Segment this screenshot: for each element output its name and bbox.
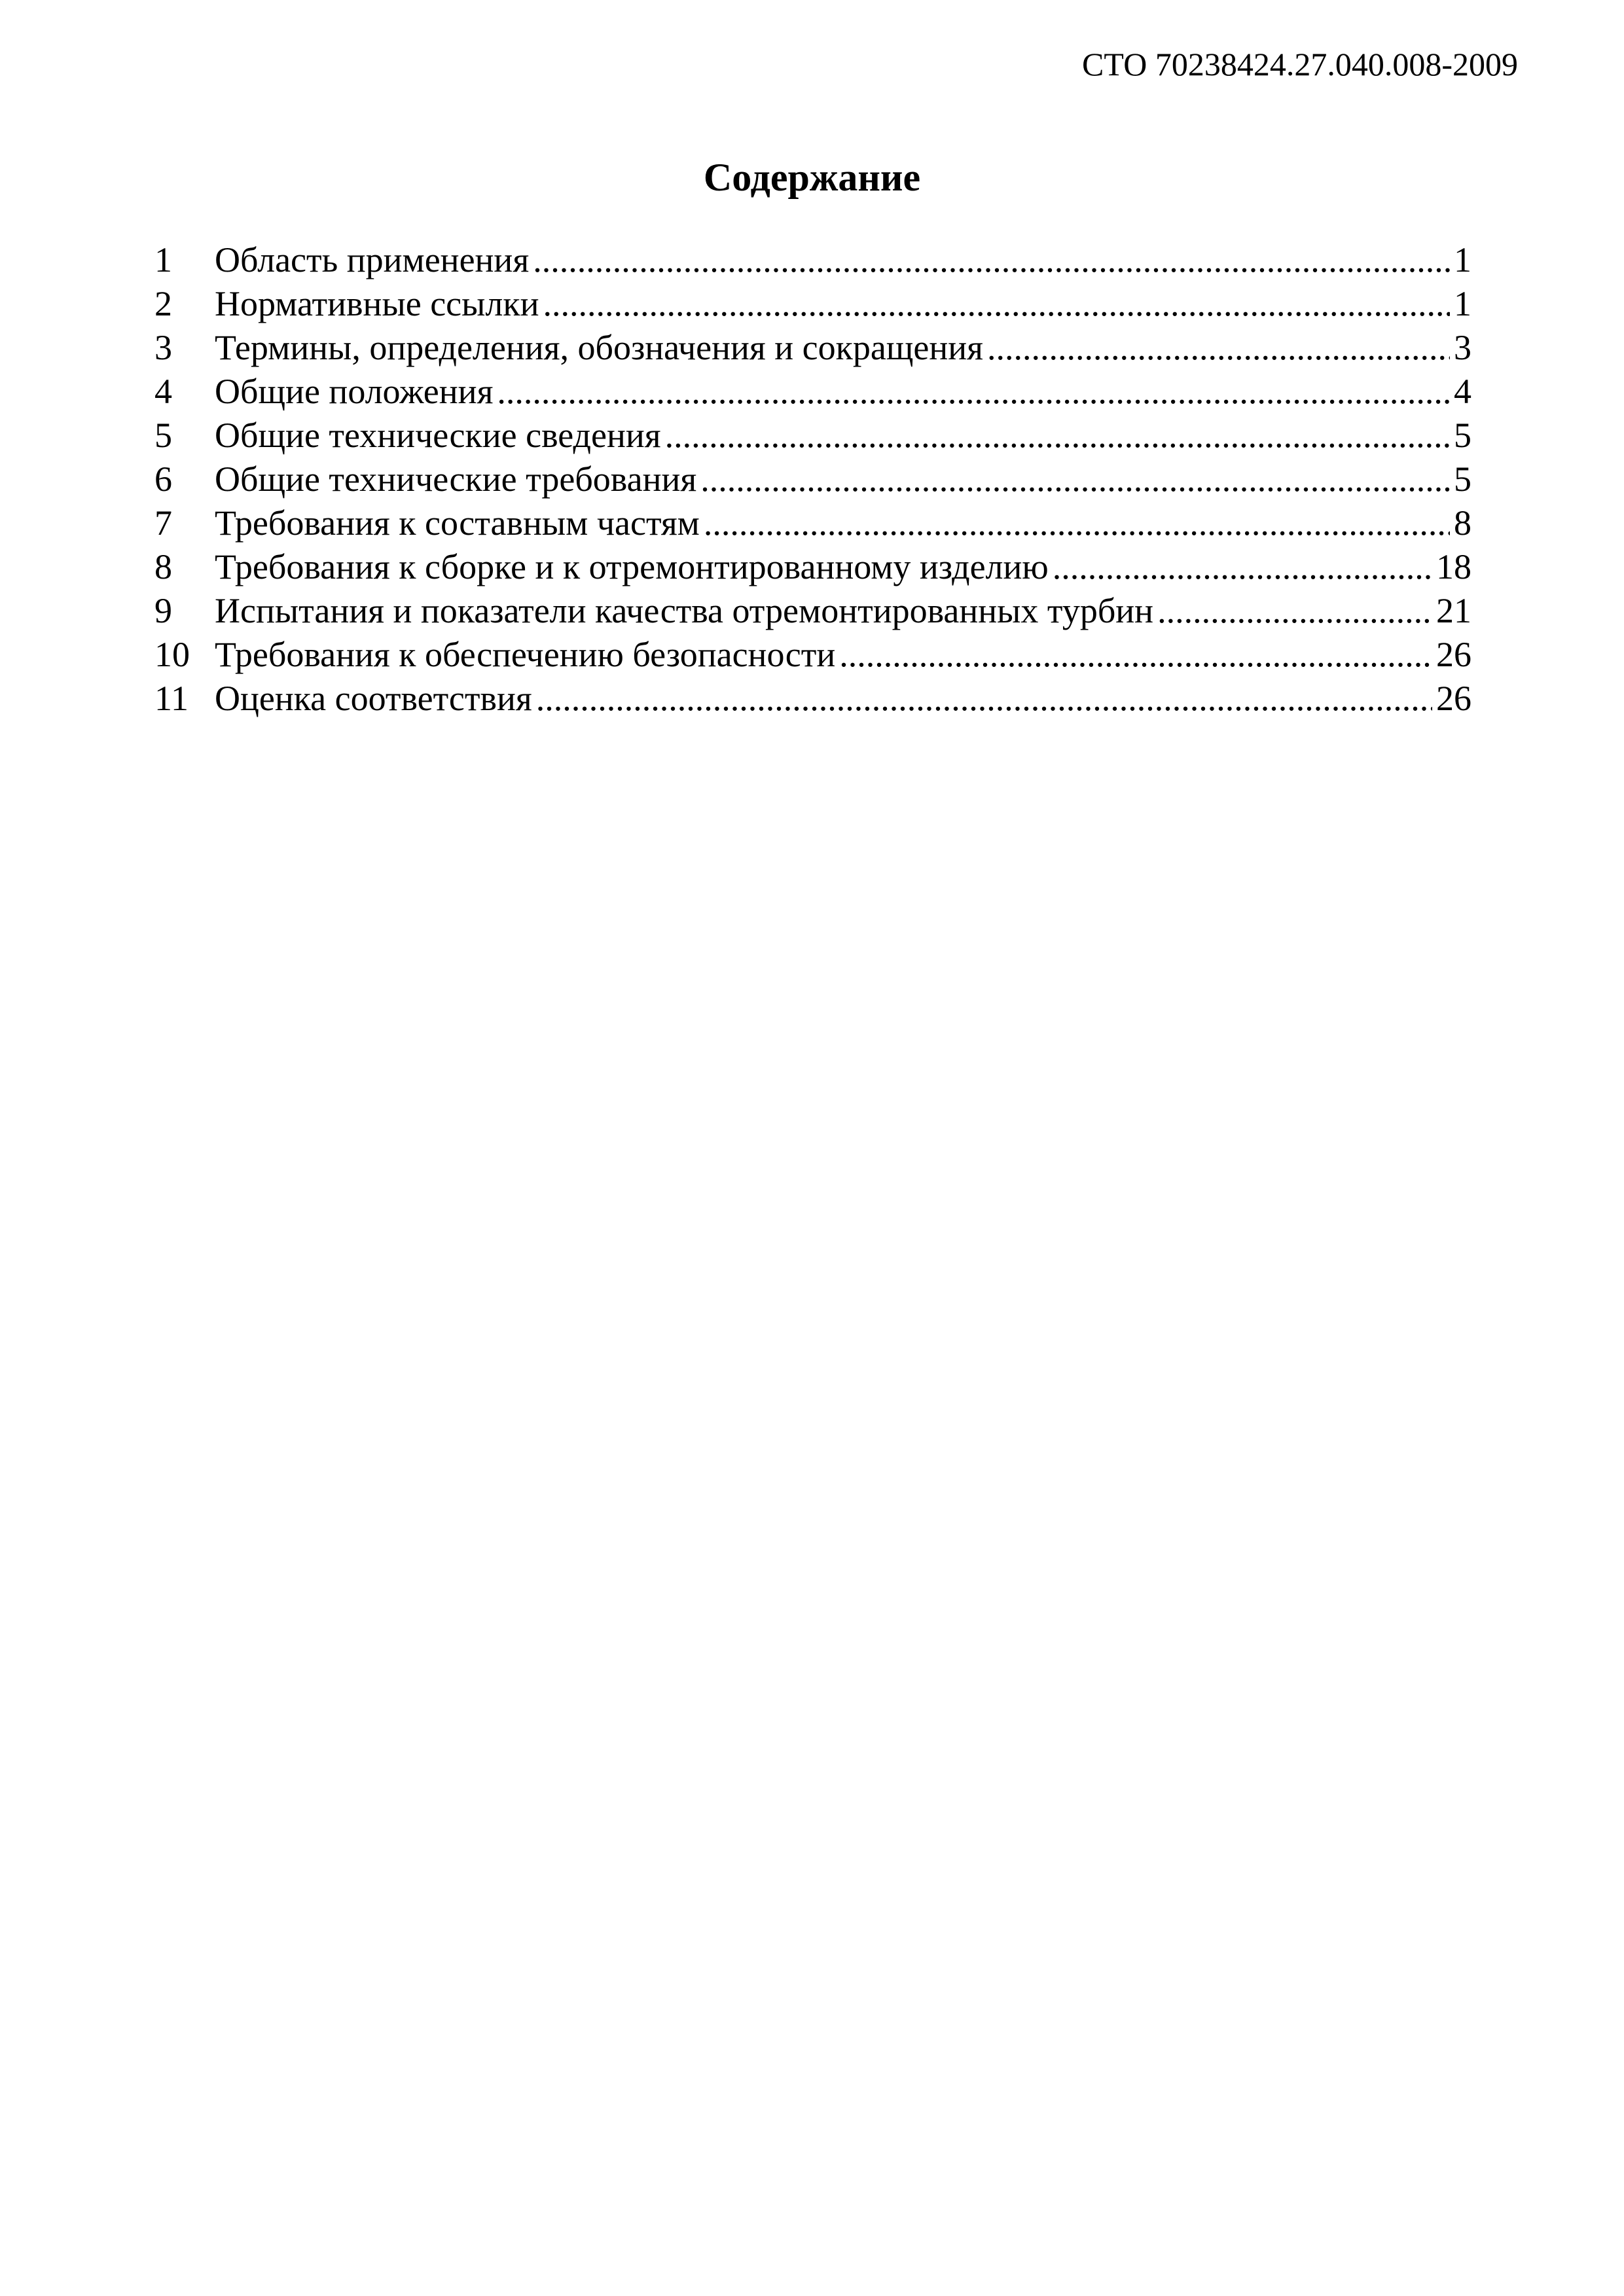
toc-entry-number: 2 bbox=[154, 284, 172, 323]
toc-entry-number: 1 bbox=[154, 240, 172, 279]
toc-entry-title: Требования к сборке и к отремонтированному изделию bbox=[215, 547, 1049, 586]
toc-entry-number: 10 bbox=[154, 635, 190, 674]
toc-dot-leader bbox=[839, 633, 1432, 677]
toc-entry-11[interactable] bbox=[154, 677, 1471, 721]
toc-entry-8[interactable] bbox=[154, 545, 1471, 589]
toc-dot-leader bbox=[1157, 589, 1432, 633]
toc-dot-leader bbox=[497, 370, 1450, 414]
toc-entry-title: Нормативные ссылки bbox=[215, 284, 539, 323]
toc-entry-title: Оценка соответствия bbox=[215, 679, 532, 718]
toc-entry-title: Требования к обеспечению безопасности bbox=[215, 635, 836, 674]
toc-entry-5[interactable] bbox=[154, 414, 1471, 457]
toc-entry-title: Общие положения bbox=[215, 372, 494, 411]
toc-entry-number: 6 bbox=[154, 459, 172, 499]
toc-entry-7[interactable] bbox=[154, 501, 1471, 545]
table-of-contents bbox=[154, 238, 1471, 721]
toc-entry-page: 5 bbox=[1454, 459, 1471, 499]
toc-entry-2[interactable] bbox=[154, 282, 1471, 326]
toc-entry-page: 18 bbox=[1436, 547, 1471, 586]
toc-dot-leader bbox=[536, 677, 1432, 721]
toc-entry-1[interactable] bbox=[154, 238, 1471, 282]
toc-entry-number: 7 bbox=[154, 503, 172, 543]
toc-entry-title: Термины, определения, обозначения и сокращения bbox=[215, 328, 983, 367]
toc-entry-3[interactable] bbox=[154, 326, 1471, 370]
toc-entry-number: 9 bbox=[154, 591, 172, 630]
toc-entry-6[interactable] bbox=[154, 457, 1471, 501]
toc-entry-9[interactable] bbox=[154, 589, 1471, 633]
toc-title: Содержание bbox=[703, 156, 921, 199]
toc-dot-leader bbox=[704, 501, 1450, 545]
toc-entry-page: 26 bbox=[1436, 679, 1471, 718]
toc-entry-page: 1 bbox=[1454, 284, 1471, 323]
toc-entry-page: 3 bbox=[1454, 328, 1471, 367]
toc-dot-leader bbox=[533, 238, 1450, 282]
toc-entry-title: Область применения bbox=[215, 240, 530, 279]
toc-entry-number: 3 bbox=[154, 328, 172, 367]
toc-entry-number: 11 bbox=[154, 679, 189, 718]
toc-entry-number: 8 bbox=[154, 547, 172, 586]
toc-entry-title: Общие технические требования bbox=[215, 459, 697, 499]
toc-dot-leader bbox=[665, 414, 1450, 457]
toc-entry-page: 4 bbox=[1454, 372, 1471, 411]
toc-entry-number: 4 bbox=[154, 372, 172, 411]
toc-entry-page: 5 bbox=[1454, 416, 1471, 455]
toc-entry-10[interactable] bbox=[154, 633, 1471, 677]
toc-entry-title: Требования к составным частям bbox=[215, 503, 700, 543]
toc-entry-page: 1 bbox=[1454, 240, 1471, 279]
toc-entry-number: 5 bbox=[154, 416, 172, 455]
toc-dot-leader bbox=[543, 282, 1451, 326]
toc-entry-title: Испытания и показатели качества отремонтированных турбин bbox=[215, 591, 1154, 630]
toc-entry-page: 21 bbox=[1436, 591, 1471, 630]
toc-entry-page: 8 bbox=[1454, 503, 1471, 543]
toc-entry-title: Общие технические сведения bbox=[215, 416, 661, 455]
toc-entry-4[interactable] bbox=[154, 370, 1471, 414]
toc-entry-page: 26 bbox=[1436, 635, 1471, 674]
toc-dot-leader bbox=[987, 326, 1450, 370]
toc-dot-leader bbox=[1053, 545, 1432, 589]
toc-dot-leader bbox=[700, 457, 1450, 501]
document-code: СТО 70238424.27.040.008-2009 bbox=[1082, 46, 1518, 82]
